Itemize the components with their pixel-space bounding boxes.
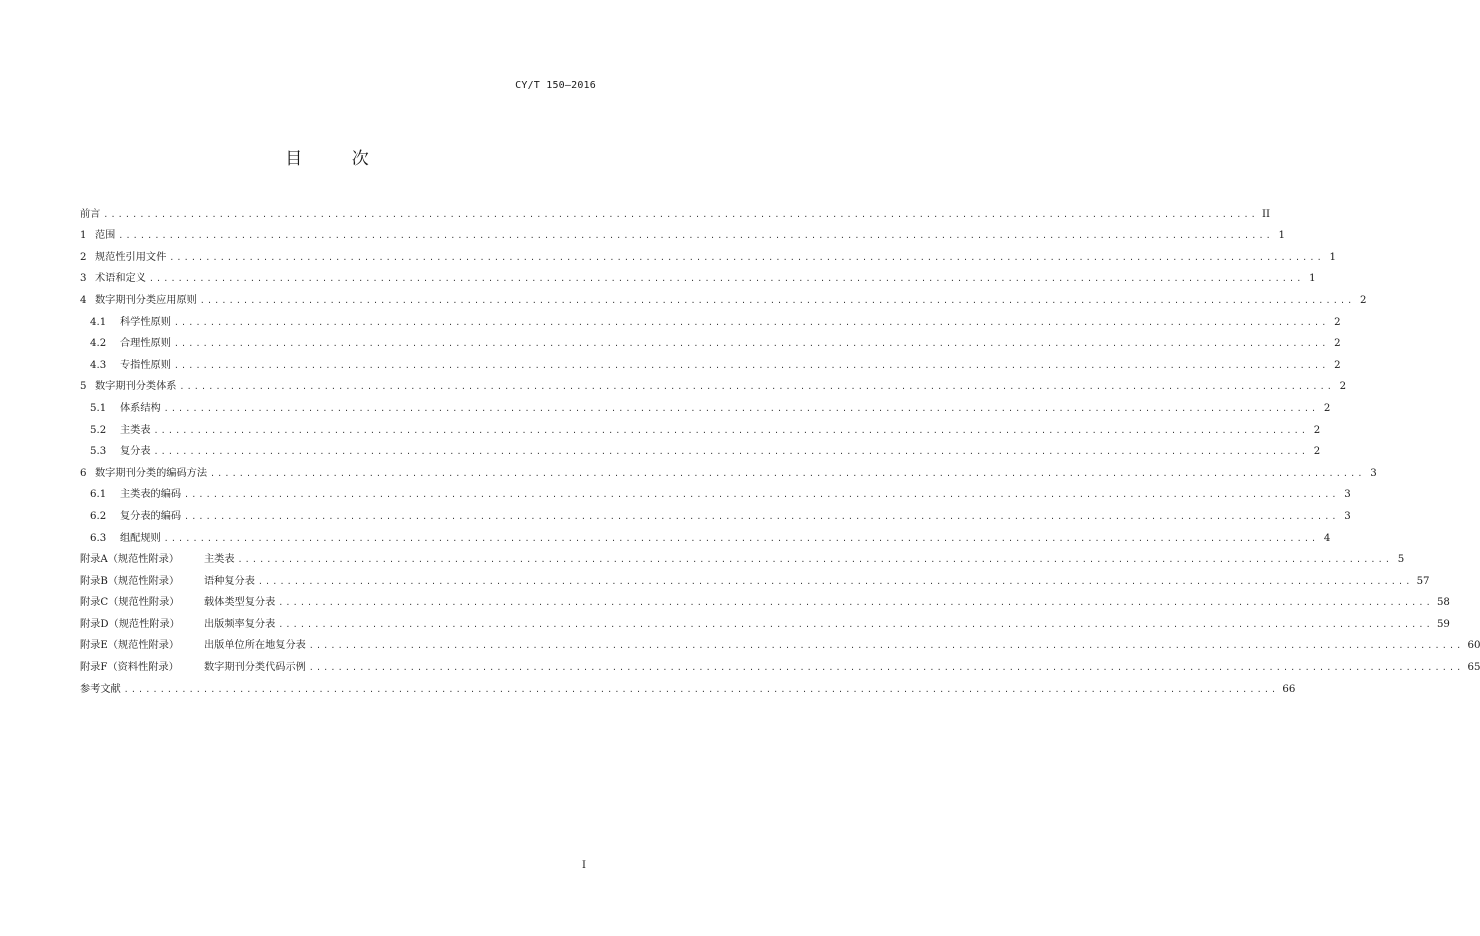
toc-appendix-heading: 附录C（规范性附录）	[80, 597, 180, 609]
page-number: I	[582, 860, 586, 871]
toc-dot-leader: ................................................................................................................................................................	[173, 317, 1329, 327]
toc-entry[interactable]	[80, 588, 1450, 610]
toc-entry[interactable]	[80, 609, 1450, 631]
toc-entry-number: 5.2	[90, 424, 107, 436]
toc-entry[interactable]	[80, 393, 1331, 415]
toc-entry-number: 6.3	[90, 532, 107, 544]
toc-entry-label	[80, 230, 115, 242]
toc-entry[interactable]	[80, 631, 1480, 653]
toc-entry-text: 载体类型复分表	[204, 597, 276, 609]
toc-page-number: 4	[1323, 532, 1331, 544]
toc-entry-number: 6	[80, 467, 87, 479]
toc-entry-text: 主类表的编码	[120, 489, 182, 501]
toc-dot-leader: ................................................................................................................................................................	[179, 382, 1335, 392]
toc-entry[interactable]	[80, 372, 1347, 394]
toc-entry-text: 主类表	[120, 424, 151, 436]
toc-page-number: 58	[1436, 597, 1450, 609]
toc-dot-leader: ................................................................................................................................................................	[308, 641, 1464, 651]
toc-appendix-heading: 附录B（规范性附录）	[80, 575, 180, 587]
toc-entry-number: 3	[80, 273, 87, 285]
toc-entry[interactable]	[80, 566, 1430, 588]
toc-dot-leader: ................................................................................................................................................................	[169, 252, 1324, 262]
toc-entry[interactable]	[80, 329, 1341, 351]
toc-entry-number: 6.1	[90, 489, 107, 501]
toc-dot-leader: ................................................................................................................................................................	[118, 231, 1273, 241]
toc-entry-text: 组配规则	[120, 532, 161, 544]
toc-page-number: II	[1262, 208, 1271, 220]
toc-entry-text: 专指性原则	[120, 359, 171, 371]
toc-dot-leader: ................................................................................................................................................................	[173, 360, 1329, 370]
toc-dot-leader: ................................................................................................................................................................	[257, 576, 1413, 586]
table-of-contents	[80, 199, 1480, 696]
toc-entry-label	[80, 446, 151, 458]
toc-page-number: 2	[1313, 424, 1321, 436]
toc-entry[interactable]	[80, 523, 1331, 545]
toc-entry-text: 数字期刊分类的编码方法	[95, 467, 208, 479]
toc-entry-label	[80, 640, 306, 652]
toc-page-number: 2	[1360, 294, 1367, 306]
toc-entry[interactable]	[80, 674, 1296, 696]
toc-entry-text: 复分表	[120, 446, 151, 458]
toc-entry-label	[80, 619, 275, 631]
toc-dot-leader: ................................................................................................................................................................	[184, 511, 1339, 521]
toc-page-number: 3	[1344, 510, 1351, 522]
toc-entry[interactable]	[80, 501, 1351, 523]
toc-entry-number: 4.2	[90, 338, 107, 350]
toc-appendix-heading: 附录E（规范性附录）	[80, 640, 180, 652]
toc-entry-label	[80, 511, 181, 523]
toc-entry-label	[80, 533, 161, 545]
toc-entry-label	[80, 209, 100, 221]
toc-page-number: 1	[1278, 230, 1285, 242]
standard-code: CY/T 150—2016	[515, 80, 596, 91]
toc-entry-number: 5	[80, 381, 87, 393]
toc-entry[interactable]	[80, 221, 1285, 243]
toc-dot-leader: ................................................................................................................................................................	[163, 403, 1319, 413]
toc-entry[interactable]	[80, 480, 1351, 502]
page-title: 目 次	[285, 149, 391, 169]
toc-entry[interactable]	[80, 652, 1480, 674]
toc-page-number: 2	[1334, 338, 1341, 350]
toc-page-number: 3	[1370, 467, 1377, 479]
toc-dot-leader: ................................................................................................................................................................	[163, 533, 1319, 543]
toc-entry-text: 主类表	[204, 554, 235, 566]
toc-appendix-heading: 附录F（资料性附录）	[80, 662, 179, 674]
toc-page-number: 2	[1313, 446, 1321, 458]
toc-entry-number: 4	[80, 294, 87, 306]
toc-entry-text: 术语和定义	[95, 273, 146, 285]
toc-entry-label	[80, 489, 181, 501]
toc-entry-text: 体系结构	[120, 402, 161, 414]
toc-entry-label	[80, 684, 121, 696]
toc-entry-text: 科学性原则	[120, 316, 171, 328]
toc-entry[interactable]	[80, 545, 1405, 567]
toc-dot-leader: ................................................................................................................................................................	[278, 598, 1433, 608]
toc-dot-leader: ................................................................................................................................................................	[210, 468, 1365, 478]
toc-page-number: 3	[1344, 489, 1351, 501]
toc-entry-label	[80, 295, 197, 307]
toc-entry-text: 范围	[95, 230, 116, 242]
toc-page-number: 57	[1416, 575, 1430, 587]
toc-entry[interactable]	[80, 458, 1377, 480]
toc-entry[interactable]	[80, 199, 1271, 221]
toc-page-number: 1	[1309, 273, 1316, 285]
toc-entry[interactable]	[80, 307, 1341, 329]
toc-entry-label	[80, 576, 255, 588]
toc-dot-leader: ................................................................................................................................................................	[153, 425, 1309, 435]
toc-entry-label	[80, 662, 306, 674]
toc-dot-leader: ................................................................................................................................................................	[278, 619, 1433, 629]
toc-entry-number: 5.3	[90, 446, 107, 458]
toc-entry-number: 2	[80, 251, 87, 263]
toc-entry-text: 数字期刊分类代码示例	[204, 662, 306, 674]
toc-entry-label	[80, 597, 275, 609]
toc-entry-label	[80, 273, 146, 285]
toc-entry-text: 参考文献	[80, 683, 121, 695]
toc-entry-text: 复分表的编码	[120, 510, 182, 522]
toc-entry-text: 出版频率复分表	[204, 618, 276, 630]
toc-entry-text: 数字期刊分类体系	[95, 381, 177, 393]
toc-dot-leader: ................................................................................................................................................................	[153, 447, 1309, 457]
toc-dot-leader: ................................................................................................................................................................	[184, 490, 1339, 500]
toc-entry-number: 1	[80, 230, 87, 242]
toc-entry[interactable]	[80, 437, 1321, 459]
toc-entry-text: 前言	[80, 208, 101, 220]
toc-page-number: 65	[1467, 662, 1480, 674]
toc-entry-label	[80, 468, 207, 480]
toc-page-number: 5	[1397, 554, 1405, 566]
toc-entry-label	[80, 554, 235, 566]
toc-dot-leader: ................................................................................................................................................................	[199, 295, 1355, 305]
toc-entry-label	[80, 425, 151, 437]
toc-page-number: 2	[1334, 359, 1341, 371]
toc-entry-label	[80, 317, 171, 329]
toc-page-number: 1	[1329, 251, 1336, 263]
toc-appendix-heading: 附录D（规范性附录）	[80, 618, 180, 630]
toc-entry-number: 4.1	[90, 316, 107, 328]
toc-page-number: 59	[1436, 618, 1450, 630]
toc-entry-text: 出版单位所在地复分表	[204, 640, 306, 652]
toc-entry-number: 5.1	[90, 402, 107, 414]
toc-entry-text: 合理性原则	[120, 338, 171, 350]
toc-entry[interactable]	[80, 350, 1341, 372]
toc-dot-leader: ................................................................................................................................................................	[123, 684, 1279, 694]
toc-entry-text: 数字期刊分类应用原则	[95, 294, 197, 306]
toc-appendix-heading: 附录A（规范性附录）	[80, 554, 180, 566]
toc-page-number: 2	[1323, 402, 1331, 414]
toc-entry-text: 规范性引用文件	[95, 251, 167, 263]
toc-entry-number: 4.3	[90, 359, 107, 371]
toc-entry[interactable]	[80, 264, 1316, 286]
toc-entry-label	[80, 252, 166, 264]
toc-page-number: 2	[1334, 316, 1341, 328]
toc-entry-number: 6.2	[90, 510, 107, 522]
toc-entry[interactable]	[80, 415, 1321, 437]
toc-entry-label	[80, 403, 161, 415]
toc-entry-label	[80, 360, 171, 372]
toc-page-number: 66	[1282, 683, 1296, 695]
toc-dot-leader: ................................................................................................................................................................	[148, 274, 1304, 284]
toc-dot-leader: ................................................................................................................................................................	[308, 663, 1464, 673]
toc-dot-leader: ................................................................................................................................................................	[237, 555, 1393, 565]
toc-dot-leader: ................................................................................................................................................................	[103, 209, 1258, 219]
toc-page-number: 2	[1339, 381, 1347, 393]
toc-entry-text: 语种复分表	[204, 575, 255, 587]
toc-entry-label	[80, 338, 171, 350]
toc-page-number: 60	[1467, 640, 1480, 652]
toc-entry[interactable]	[80, 242, 1336, 264]
toc-entry-label	[80, 381, 177, 393]
toc-dot-leader: ................................................................................................................................................................	[173, 339, 1329, 349]
toc-entry[interactable]	[80, 285, 1367, 307]
